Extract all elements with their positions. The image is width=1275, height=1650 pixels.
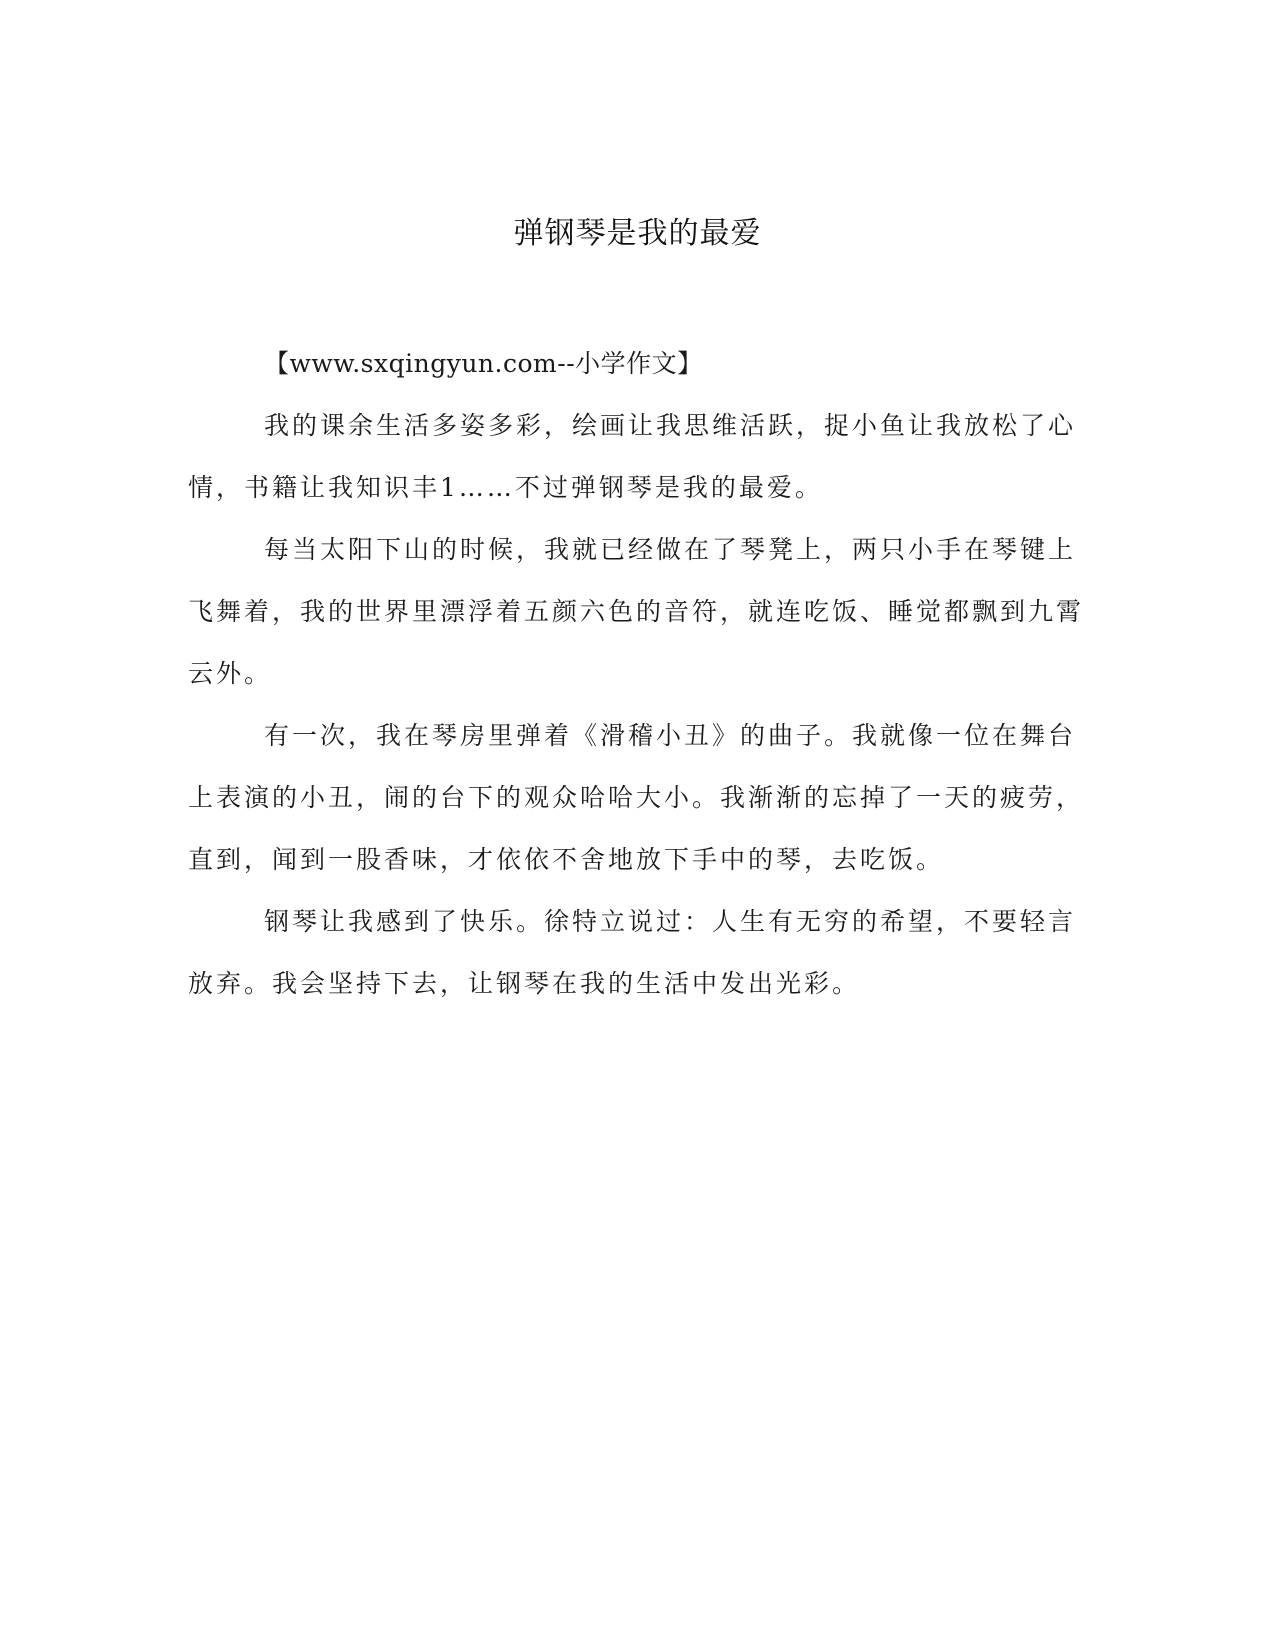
paragraph-1: 我的课余生活多姿多彩，绘画让我思维活跃，捉小鱼让我放松了心情，书籍让我知识丰1……不过弹钢琴是我的最爱。	[188, 411, 1077, 502]
document-body	[188, 333, 1086, 1015]
document-title: 弹钢琴是我的最爱	[513, 216, 762, 251]
paragraph-2: 每当太阳下山的时候，我就已经做在了琴凳上，两只小手在琴键上飞舞着，我的世界里漂浮着五颜六色的音符，就连吃饭、睡觉都飘到九霄云外。	[188, 535, 1085, 688]
paragraph-3: 有一次，我在琴房里弹着《滑稽小丑》的曲子。我就像一位在舞台上表演的小丑，闹的台下的观众哈哈大小。我渐渐的忘掉了一天的疲劳，直到，闻到一股香味，才依依不舍地放下手中的琴，去吃饭。	[188, 721, 1085, 874]
source-tag: 【www.sxqingyun.com--小学作文】	[264, 349, 703, 378]
paragraph-4: 钢琴让我感到了快乐。徐特立说过：人生有无穷的希望，不要轻言放弃。我会坚持下去，让钢琴在我的生活中发出光彩。	[188, 907, 1077, 998]
